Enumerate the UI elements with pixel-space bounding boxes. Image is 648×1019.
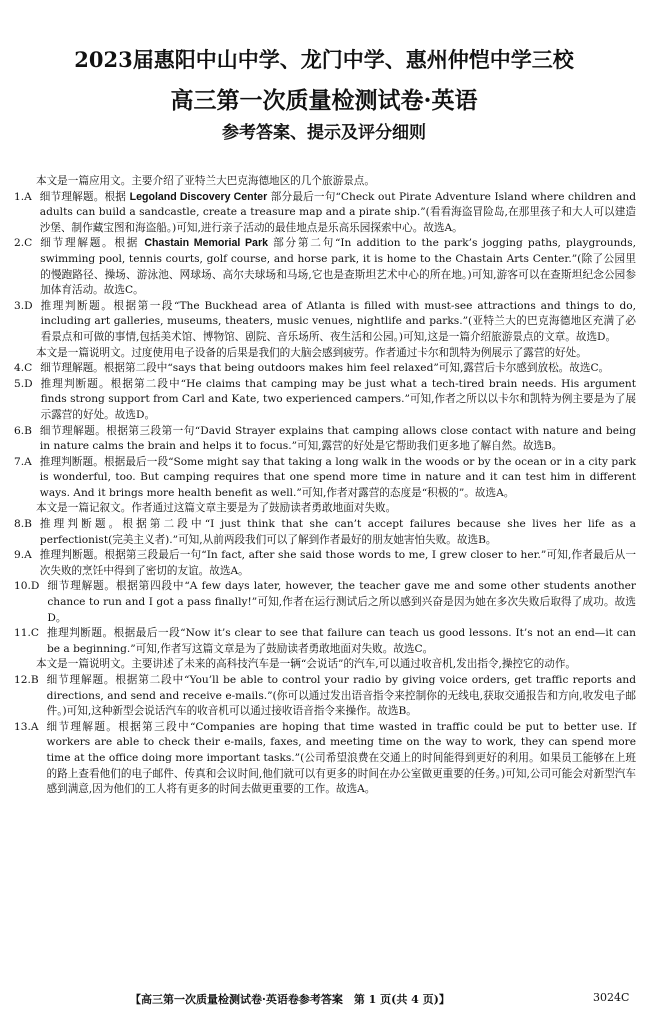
- explanation-body: 细节理解题。根据第三段第一句“David Strayer explains that camping allows close contact with nature and being in nature calms the brain and helps it to focus.”可知,露营的好处是它帮助我们更多地了解自然。故选B。: [39, 424, 636, 453]
- question-number: 5.: [14, 377, 25, 390]
- answer-item: [14, 673, 636, 720]
- answer-item: [14, 548, 636, 579]
- title-line-3: 参考答案、提示及评分细则: [222, 123, 426, 143]
- explanation-text: [47, 673, 636, 720]
- explanation-body: 推理判断题。根据第二段中“I just think that she can’t accept failures because she lives her life as a perfectionist(完美主义者).”可知,从前两段我们可以了解到作者最好的朋友她害怕失败。故选B。: [39, 518, 636, 546]
- answer-item: [14, 626, 636, 657]
- question-number: 2.: [14, 237, 25, 250]
- question-number: 7.: [14, 455, 25, 468]
- footer-text: 【高三第一次质量检测试卷·英语卷参考答案 第 1 页(共 4 页)】: [130, 993, 450, 1006]
- section-heading-ref: Legoland Discovery Center: [129, 190, 268, 203]
- answer-body: [14, 174, 636, 798]
- explanation-prefix: 细节理解题。根据: [40, 237, 145, 250]
- explanation-text: [41, 377, 636, 424]
- explanation-body: 推理判断题。根据第一段“The Buckhead area of Atlanta is filled with must-see attractions and things to do, including art galleries, museums, theaters, music venues, nightlife and parks.”(亚特兰大的巴克海德地区充满了必看景点和可做的事情,包括美术馆、博物馆、剧院、音乐场所、夜生活和公园。)可知,这是一篇介绍旅游景点的文章。故选D。: [40, 299, 636, 343]
- explanation-text: [41, 299, 636, 346]
- explanation-text: [40, 517, 636, 548]
- passage-intro: 本文是一篇说明文。主要讲述了未来的高科技汽车是一辆“会说话”的汽车,可以通过收音机,发出指令,操控它的动作。: [36, 658, 577, 671]
- answer-letter: D: [30, 580, 40, 593]
- answer-item: [14, 720, 636, 798]
- answer-item: [14, 190, 636, 237]
- explanation-body: 部分第二句“In addition to the park’s jogging paths, playgrounds, swimming pool, tennis courts, golf course, and horse park, it is home to the Chastain Arts Center.”(除了公园里的慢跑路径、操场、游泳池、网球场、高尔夫球场和马场,它也是查斯坦艺术中心的所在地。)可知,游客可以在查斯坦纪念公园参加体育活动。故选C。: [40, 237, 636, 297]
- answer-item: [14, 361, 636, 377]
- explanation-body: 推理判断题。根据最后一段“Some might say that taking a long walk in the woods or by the ocean or in a city park is wonderful, too. But camping requires that one spend more time in nature and it can test him in different ways. And it brings more health benefit as well.”可知,作者对露营的态度是“积极的”。故选A。: [39, 455, 636, 499]
- title-line-1: 2023届惠阳中山中学、龙门中学、惠州仲恺中学三校: [74, 47, 574, 72]
- question-number: 11.: [14, 627, 31, 640]
- explanation-body: 部分最后一句“Check out Pirate Adventure Island where children and adults can build a sandcastle, create a treasure map and a pirate ship.”(看看海盗冒险岛,在那里孩子和大人可以建造沙堡、制作藏宝图和海盗船。)可知,进行亲子活动的最佳地点是乐高乐园探索中心。故选A。: [39, 190, 636, 234]
- answer-letter: A: [30, 720, 39, 733]
- explanation-text: [47, 626, 636, 657]
- explanation-body: 细节理解题。根据第三段中“Companies are hoping that time wasted in traffic could be put to better use. If workers are able to check their e-mails, faxes, and meeting time on the way to work, they can spend more time at the office doing more important tasks.”(公司希望浪费在交通上的时间能得到更好的利用。如果员工能够在上班的路上查看他们的电子邮件、传真和会议时间,他们就可以有更多的时间在办公室做更重要的任务。)可知,公司可能会对新型汽车感到满意,因为他们的工人将有更多的时间去做更重要的工作。故选A。: [46, 720, 636, 796]
- explanation-prefix: 细节理解题。根据: [39, 190, 130, 203]
- answer-letter: C: [30, 627, 39, 640]
- explanation-text: [47, 579, 636, 626]
- answer-letter: B: [24, 518, 32, 531]
- explanation-text: [40, 236, 636, 298]
- question-number: 4.: [14, 362, 25, 375]
- explanation-body: 推理判断题。根据第三段最后一句“In fact, after she said those words to me, I grew closer to her.”可知,作者最后从一次失败的烹饪中得到了密切的友谊。故选A。: [39, 549, 636, 577]
- question-number: 8.: [14, 518, 25, 531]
- answer-letter: C: [24, 362, 33, 375]
- answer-item: [14, 299, 636, 346]
- question-number: 6.: [14, 424, 25, 437]
- question-number: 9.: [14, 549, 25, 562]
- section-heading-ref: Chastain Memorial Park: [144, 237, 268, 250]
- answer-item: [14, 517, 636, 548]
- answer-item: [14, 377, 636, 424]
- question-number: 13.: [14, 720, 31, 733]
- question-number: 10.: [14, 580, 31, 593]
- answer-item: [14, 455, 636, 502]
- explanation-text: [47, 720, 636, 798]
- explanation-body: 推理判断题。根据最后一段“Now it’s clear to see that failure can teach us good lessons. It’s not an end—it can be a beginning.”可知,作者写这篇文章是为了鼓励读者勇敢地面对失败。故选C。: [46, 627, 636, 655]
- explanation-text: [40, 548, 636, 579]
- footer-code: 3024C: [593, 991, 630, 1004]
- answer-letter: A: [24, 455, 32, 468]
- explanation-body: 推理判断题。根据第二段中“He claims that camping may be just what a tech-tired brain needs. His argument finds strong support from Carl and Kate, two experienced campers.”可知,作者之所以以卡尔和凯特为例主要是为了展示露营的好处。故选D。: [40, 377, 636, 421]
- question-number: 3.: [14, 299, 25, 312]
- answer-letter: D: [24, 299, 33, 312]
- passage-intro: 本文是一篇说明文。过度使用电子设备的后果是我们的大脑会感到疲劳。作者通过卡尔和凯特为例展示了露营的好处。: [36, 346, 587, 359]
- answer-letter: B: [30, 674, 39, 686]
- passage-intro: 本文是一篇应用文。主要介绍了亚特兰大巴克海德地区的几个旅游景点。: [36, 175, 375, 187]
- answer-letter: A: [24, 190, 32, 203]
- question-number: 12.: [14, 674, 31, 686]
- answer-letter: D: [24, 377, 33, 390]
- explanation-text: [40, 424, 636, 455]
- explanation-text: [40, 455, 636, 502]
- explanation-text: [40, 361, 636, 377]
- answer-letter: C: [24, 237, 33, 250]
- explanation-body: 细节理解题。根据第二段中“You’ll be able to control your radio by giving voice orders, get traffic reports and directions, and send and receive e-mails.”(你可以通过发出语音指令来控制你的无线电,获取交通报告和方向,收发电子邮件。)可知,这种新型会说话汽车的收音机可以通过接收语音指令来操作。故选B。: [46, 674, 636, 718]
- answer-item: [14, 424, 636, 455]
- answer-letter: B: [24, 424, 32, 437]
- answer-item: [14, 236, 636, 298]
- explanation-text: [40, 190, 636, 237]
- explanation-body: 细节理解题。根据第二段中“says that being outdoors makes him feel relaxed”可知,露营后卡尔感到放松。故选C。: [40, 362, 610, 375]
- answer-item: [14, 579, 636, 626]
- explanation-body: 细节理解题。根据第四段中“A few days later, however, the teacher gave me and some other students another chance to run and I got a pass finally!”可知,作者在运行测试后之所以感到兴奋是因为她在多次失败后取得了成功。故选D。: [47, 580, 636, 624]
- passage-intro: 本文是一篇记叙文。作者通过这篇文章主要是为了鼓励读者勇敢地面对失败。: [36, 502, 397, 515]
- answer-letter: A: [24, 549, 32, 562]
- title-line-2: 高三第一次质量检测试卷·英语: [170, 87, 478, 114]
- question-number: 1.: [14, 190, 25, 203]
